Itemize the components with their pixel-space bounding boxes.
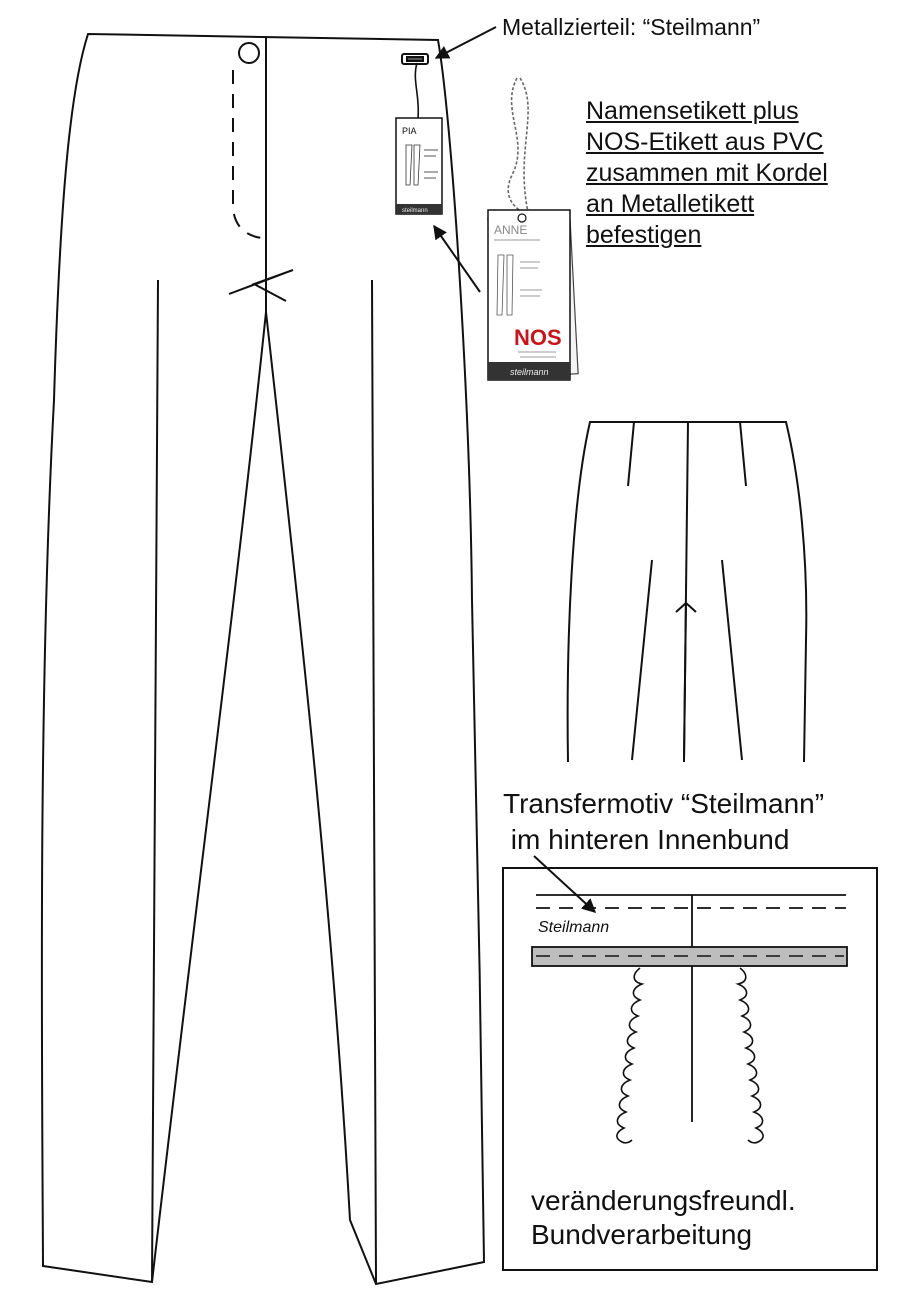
name-tag-note-line: NOS-Etikett aus PVC xyxy=(586,128,824,156)
nos-badge: NOS xyxy=(514,325,562,350)
name-tag-note-line: Namensetikett plus xyxy=(586,97,799,125)
name-tag-note-line: zusammen mit Kordel xyxy=(586,159,828,187)
back-dart-left xyxy=(628,422,634,486)
waistband-note-line: Bundverarbeitung xyxy=(531,1219,753,1250)
steilmann-script-label: Steilmann xyxy=(538,919,610,936)
hang-tag-name: ANNE xyxy=(494,223,528,237)
tag-cord xyxy=(415,63,418,118)
front-button xyxy=(239,43,259,63)
transfer-motif-line: im hinteren Innenbund xyxy=(503,824,790,855)
back-leg-seam-left xyxy=(632,560,652,760)
small-tag-name: PIA xyxy=(402,126,417,136)
small-hang-tag xyxy=(396,118,442,214)
small-tag-brand: steilmann xyxy=(402,208,428,214)
crotch-zigzag xyxy=(229,270,293,301)
front-crease-left xyxy=(152,280,158,1282)
back-crotch-mark xyxy=(676,603,696,758)
transfer-motif-line: Transfermotiv “Steilmann” xyxy=(503,788,825,819)
front-trousers xyxy=(42,34,484,1284)
front-outline xyxy=(42,34,484,1284)
hang-tag-brand: steilmann xyxy=(510,367,549,377)
back-trousers xyxy=(568,422,807,762)
front-crease-right xyxy=(372,280,376,1284)
metal-ornament-label: Metallzierteil: “Steilmann” xyxy=(502,14,761,40)
metal-arrow xyxy=(436,27,496,58)
fly-stitching xyxy=(233,70,262,238)
name-tag-note-line: an Metalletikett xyxy=(586,190,755,218)
back-dart-right xyxy=(740,422,746,486)
name-tag-note-line: befestigen xyxy=(586,221,702,249)
waistband-note xyxy=(531,1184,796,1252)
name-tag-note xyxy=(586,96,828,251)
transfer-motif-label xyxy=(503,786,824,858)
metal-ornament xyxy=(402,54,428,64)
large-hang-tag xyxy=(488,78,578,380)
back-leg-seam-right xyxy=(722,560,742,760)
waistband-note-line: veränderungsfreundl. xyxy=(531,1185,796,1216)
